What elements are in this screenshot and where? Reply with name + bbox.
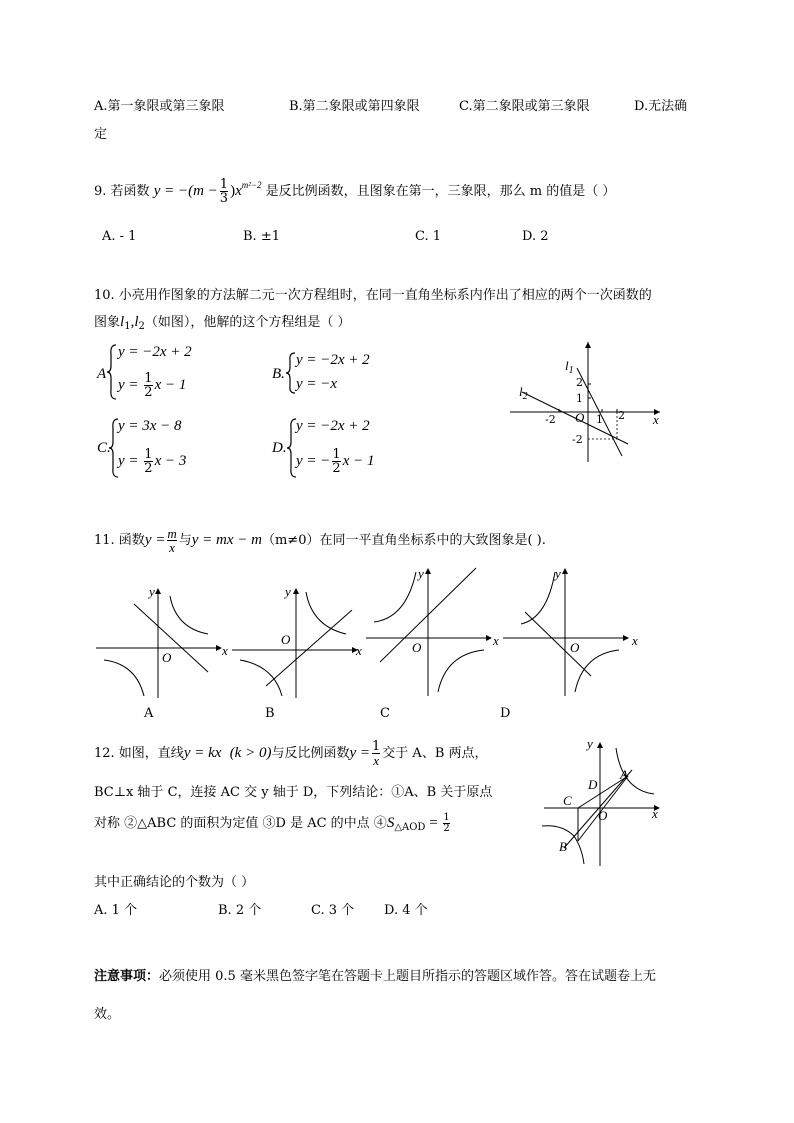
q12-graph-svg — [538, 738, 668, 868]
q8-option-b: B.第二象限或第四象限 — [289, 99, 420, 114]
q9-suffix: 是反比例函数，且图象在第一，三象限，那么 m 的值是（ ） — [265, 184, 616, 199]
q11-graph-c-svg — [366, 566, 498, 698]
q8-option-c: C.第二象限或第三象限 — [459, 99, 590, 114]
tick-y-neg2: -2 — [572, 433, 583, 446]
q11-graph-b-svg — [232, 588, 362, 700]
tick-y-1: 1 — [576, 392, 583, 405]
q12-option-b: B. 2 个 — [218, 903, 262, 918]
q12-stem-line3: 对称 ②△ABC 的面积为定值 ③D 是 AC 的中点 $④S_{\triangle AOD}$ = $\frac{1}{2}$ — [94, 812, 450, 834]
q9-option-a: A. - 1 — [102, 229, 137, 244]
q8-option-d: D.无法确 — [634, 99, 688, 114]
q11-label-b: B — [265, 706, 275, 721]
brace-icon — [106, 344, 118, 400]
tick-x-neg2: -2 — [545, 413, 556, 426]
l1-label: $l_1$ — [565, 358, 574, 376]
q9-option-c: C. 1 — [415, 229, 442, 244]
notice-line2: 效。 — [94, 1007, 121, 1022]
q9-frac: $\frac{1}{3}$ — [219, 177, 229, 206]
q12-stem-line1: 12. 如图，直线y = kx (k > 0)与反比例函数y = $\frac{1}{x}$ 交于 A、B 两点， — [94, 739, 488, 768]
q8-option-d-cont: 定 — [94, 127, 108, 142]
q12-option-c: C. 3 个 — [311, 903, 355, 918]
q12-option-d: D. 4 个 — [384, 903, 428, 918]
q11-label-a: A — [144, 706, 154, 721]
notice-title: 注意事项： — [94, 969, 160, 984]
q8-option-a: A.第一象限或第三象限 — [94, 99, 225, 114]
origin-label: O — [575, 410, 585, 425]
tick-x-2: 2 — [618, 409, 625, 422]
q12-question: 其中正确结论的个数为（ ） — [94, 875, 255, 890]
q9-option-d: D. 2 — [522, 229, 549, 244]
notice-body: 必须使用 0.5 毫米黑色签字笔在答题卡上题目所指示的答题区域作答。答在试题卷上无 — [159, 969, 656, 984]
tick-y-2: 2 — [576, 376, 583, 389]
q10-stem-line2: 图象$l_1,l_2$（如图），他解的这个方程组是（ ） — [94, 314, 351, 332]
q11-graph-d-svg — [503, 566, 635, 698]
q9-stem: 9. 若函数 y = −(m − $\frac{1}{3}$ )$x^{m^2-2}$ 是反比例函数，且图象在第一，三象限，那么 m 的值是（ ） — [94, 177, 616, 206]
tick-x-1: 1 — [596, 413, 603, 426]
q11-label-d: D — [500, 706, 511, 721]
l2-label: $l_2$ — [519, 384, 528, 402]
x-axis-label: x — [653, 412, 659, 427]
q9-prefix: 9. 若函数 — [94, 184, 150, 199]
q12-option-a: A. 1 个 — [94, 903, 138, 918]
q11-label-c: C — [380, 706, 390, 721]
q9-formula: y = −(m − — [153, 183, 218, 199]
q11-graph-a-svg — [96, 588, 226, 700]
q9-option-b: B. ±1 — [243, 229, 280, 244]
q12-stem-line2: BC⊥x 轴于 C，连接 AC 交 y 轴于 D，下列结论：①A、B 关于原点 — [94, 785, 493, 800]
notice-line1 — [94, 965, 656, 984]
q10-stem-line1: 10. 小亮用作图象的方法解二元一次方程组时，在同一直角坐标系内作出了相应的两个一次函数的 — [94, 288, 652, 303]
q10-graph-svg — [510, 340, 670, 465]
q11-stem: 11. 函数y = $\frac{m}{x}$ 与y = mx − m（m≠0）在同一平直角坐标系中的大致图象是( ). — [94, 526, 546, 555]
